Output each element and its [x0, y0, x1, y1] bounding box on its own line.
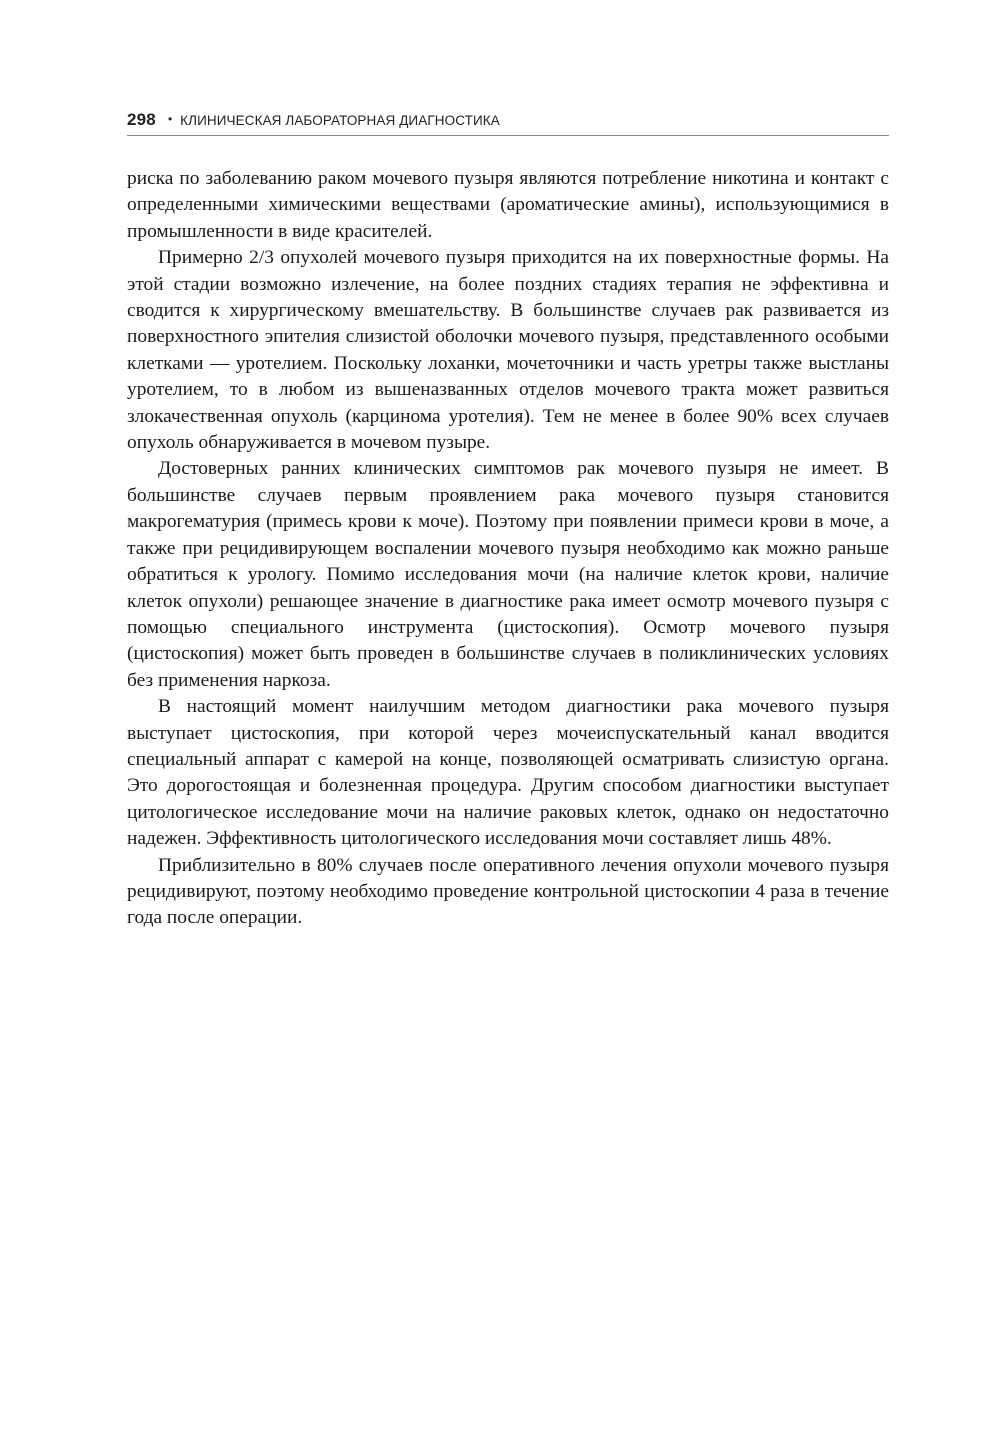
- body-text: [127, 166, 889, 932]
- paragraph-2: Примерно 2/3 опухолей мочевого пузыря приходится на их поверхностные формы. На этой стадии возможно излечение, на более поздних стадиях терапия не эффективна и сводится к хирургическому вмешательству. В большинстве случаев рак развивается из поверхностного эпителия слизистой оболочки мочевого пузыря, представленного особыми клетками — уротелием. Поскольку лоханки, мочеточники и часть уретры также выстланы уротелием, то в любом из вышеназванных отделов мочевого тракта может развиться злокачественная опухоль (карцинома уротелия). Тем не менее в более 90% всех случаев опухоль обнаруживается в мочевом пузыре.: [127, 247, 889, 454]
- paragraph-1: риска по заболеванию раком мочевого пузыря являются потребление никотина и контакт с определенными химическими веществами (ароматические амины), использующимися в промышленности в виде красителей.: [127, 168, 889, 242]
- bullet-separator: •: [167, 112, 173, 126]
- paragraph-3: Достоверных ранних клинических симптомов рак мочевого пузыря не имеет. В большинстве случаев первым проявлением рака мочевого пузыря становится макрогематурия (примесь крови к моче). Поэтому при появлении примеси крови в моче, а также при рецидивирующем воспалении мочевого пузыря необходимо как можно раньше обратиться к урологу. Помимо исследования мочи (на наличие клеток крови, наличие клеток опухоли) решающее значение в диагностике рака имеет осмотр мочевого пузыря с помощью специального инструмента (цистоскопия). Осмотр мочевого пузыря (цистоскопия) может быть проведен в большинстве случаев в поликлинических условиях без применения наркоза.: [127, 458, 889, 691]
- paragraph-5: Приблизительно в 80% случаев после оперативного лечения опухоли мочевого пузыря рецидивируют, поэтому необходимо проведение контрольной цистоскопии 4 раза в течение года после операции.: [127, 854, 889, 929]
- page-number: 298: [127, 110, 156, 129]
- header-divider: [127, 135, 889, 136]
- paragraph-4: В настоящий момент наилучшим методом диагностики рака мочевого пузыря выступает цистоскопия, при которой через мочеиспускательный канал вводится специальный аппарат с камерой на конце, позволяющей осматривать слизистую органа. Это дорогостоящая и болезненная процедура. Другим способом диагностики выступает цитологическое исследование мочи на наличие раковых клеток, однако он недостаточно надежен. Эффективность цитологического исследования мочи составляет лишь 48%.: [127, 696, 889, 850]
- running-header: [127, 110, 889, 136]
- running-title: КЛИНИЧЕСКАЯ ЛАБОРАТОРНАЯ ДИАГНОСТИКА: [180, 113, 500, 128]
